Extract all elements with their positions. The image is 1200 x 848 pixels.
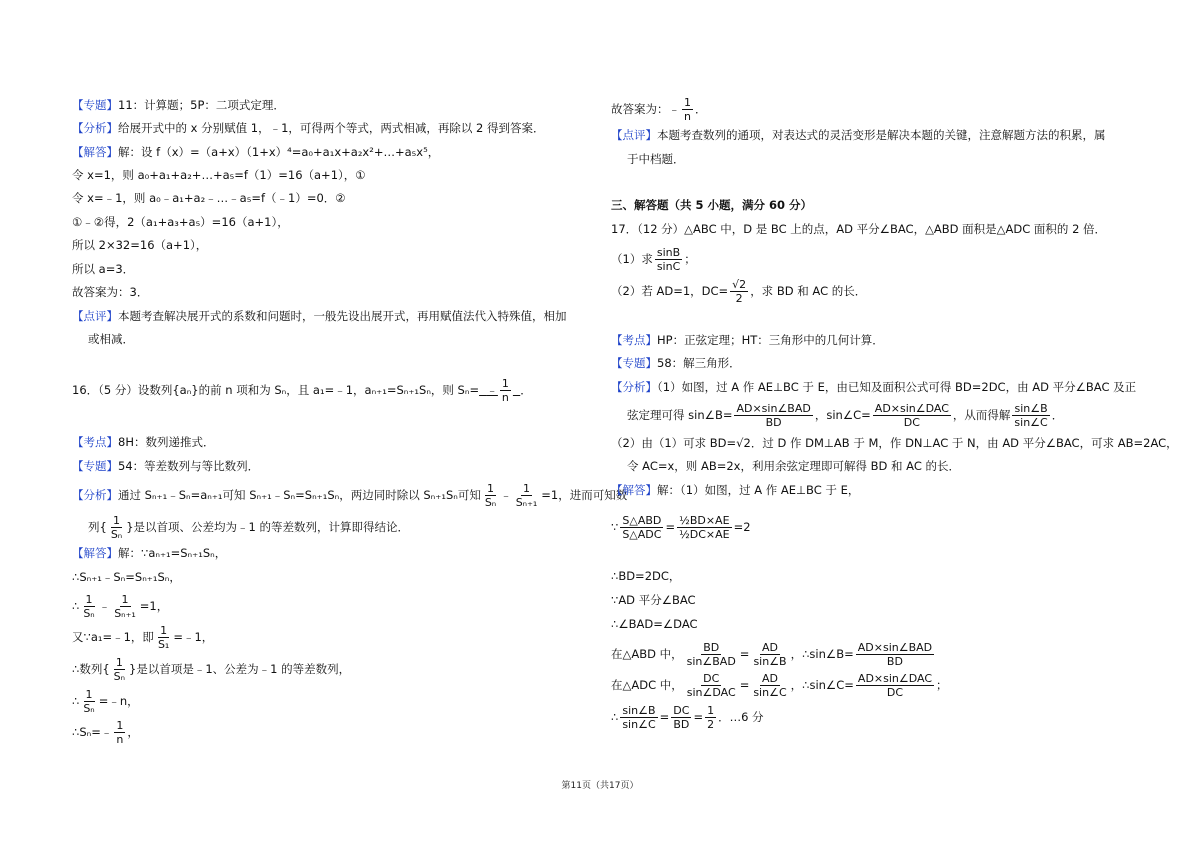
q17-step-4: ∴∠BAD=∠DAC	[611, 617, 698, 631]
q17-analysis-part-2: （2）由（1）可求 BD=√2．过 D 作 DM⊥AB 于 M，作 DN⊥AC 于 N，由 AD 平分∠BAC，可求 AB=2AC，	[611, 436, 1178, 450]
page-footer: 第11页（共17页）	[561, 781, 639, 791]
left-step-4: 所以 2×32=16（a+1），	[72, 238, 208, 252]
fraction: $\frac{\text{AD×sin∠DAC}}{DC}$	[874, 402, 949, 429]
right-comment-cont: 于中档题．	[627, 152, 685, 166]
q17-analysis-cont: 弦定理可得 sin∠B= $\frac{\text{AD×sin∠BAD}}{BD}$ ，sin∠C= $\frac{\text{AD×sin∠DAC}}{DC}$ ，从而得解 $\frac{\sin\angle B}{\sin\angle C}$ ．	[627, 402, 1064, 429]
fraction: $\frac{\text{AD×sin∠DAC}}{DC}$	[857, 672, 933, 699]
q16-step-2: ∴ $\frac{1}{\text{Sₙ}}$ ﹣ $\frac{1}{\text{Sₙ₊₁}}$ =1，	[72, 593, 169, 620]
q16-step-4: ∴数列{ $\frac{1}{\text{Sₙ}}$ }是以首项是﹣1、公差为﹣1 的等差数列，	[72, 656, 351, 683]
question-17-part-2: （2）若 AD=1，DC= $\frac{√2}{2}$ ，求 BD 和 AC 的长．	[611, 278, 867, 305]
q16-solution: 【解答】解：∵aₙ₊₁=Sₙ₊₁Sₙ，	[72, 546, 227, 560]
left-solution: 【解答】解：设 f（x）=（a+x）（1+x）⁴=a₀+a₁x+a₂x²+…+a₅x⁵，	[72, 145, 440, 159]
fraction: $\frac{1}{\text{Sₙ₊₁}}$	[114, 593, 136, 620]
q17-step-3: ∵AD 平分∠BAC	[611, 593, 696, 607]
fraction: $\frac{1}{\text{Sₙ}}$	[113, 656, 126, 683]
fraction: $\frac{DC}{BD}$	[673, 704, 690, 731]
q17-analysis-part-2-cont: 令 AC=x，则 AB=2x，利用余弦定理即可解得 BD 和 AC 的长．	[627, 459, 961, 473]
left-comment-cont: 或相减．	[88, 332, 134, 346]
section-title: 三、解答题（共 5 小题，满分 60 分）	[611, 198, 813, 212]
fraction: $\frac{1}{\text{Sₙ₊₁}}$	[515, 482, 538, 509]
q17-topic: 【专题】58：解三角形．	[611, 356, 741, 370]
q16-topic-point: 【考点】8H：数列递推式．	[72, 435, 215, 449]
fraction: $\frac{1}{n}$	[116, 719, 124, 746]
q17-step-6: 在△ADC 中， $\frac{DC}{\text{sin∠DAC}}$ = $\frac{AD}{\sin\angle C}$ ，∴sin∠C= $\frac{\text{AD×sin∠DAC}}{DC}$ ；	[611, 672, 948, 699]
fraction: $\frac{AD}{\sin\angle C}$	[753, 672, 787, 699]
right-comment: 【点评】本题考查数列的通项，对表达式的灵活变形是解决本题的关键，注意解题方法的积累，属	[611, 128, 1106, 142]
left-step-2: 令 x=﹣1，则 a₀﹣a₁+a₂﹣…﹣a₅=f（﹣1）=0．②	[72, 191, 346, 205]
q17-analysis: 【分析】（1）如图，过 A 作 AE⊥BC 于 E，由已知及面积公式可得 BD=2DC，由 AD 平分∠BAC 及正	[611, 380, 1137, 394]
fraction: $\frac{\text{S△ABD}}{\text{S△ADC}}$	[622, 514, 662, 541]
q16-step-6: ∴Sₙ=﹣ $\frac{1}{n}$ ，	[72, 719, 139, 746]
question-17-part-1: （1）求 $\frac{\sin B}{\sin C}$ ；	[611, 246, 696, 273]
answer-blank: ﹣ $\frac{1}{n}$	[486, 377, 509, 404]
left-comment: 【点评】本题考查解决展开式的系数和问题时，一般先设出展开式，再用赋值法代入特殊值，相加	[72, 309, 567, 323]
fraction: $\frac{1}{2}$	[707, 704, 715, 731]
q17-solution: 【解答】解：（1）如图，过 A 作 AE⊥BC 于 E，	[611, 483, 860, 497]
left-analysis: 【分析】给展开式中的 x 分别赋值 1，﹣1，可得两个等式，两式相减，再除以 2 得到答案．	[72, 121, 545, 135]
q17-step-7: ∴ $\frac{\sin\angle B}{\sin\angle C}$ = $\frac{DC}{BD}$ = $\frac{1}{2}$ ．…6 分	[611, 704, 764, 731]
left-answer: 故答案为：3．	[72, 285, 149, 299]
fraction: $\frac{\sin\angle B}{\sin\angle C}$	[1014, 402, 1048, 429]
fraction: $\frac{1}{n}$	[684, 96, 691, 123]
fraction: $\frac{1}{\text{S₁}}$	[157, 624, 170, 651]
fraction: $\frac{1}{\text{Sₙ}}$	[484, 482, 497, 509]
q16-step-3: 又∵a₁=﹣1，即 $\frac{1}{\text{S₁}}$ =﹣1，	[72, 624, 214, 651]
right-answer: 故答案为：﹣ $\frac{1}{n}$ ．	[611, 96, 707, 123]
left-step-1: 令 x=1，则 a₀+a₁+a₂+…+a₅=f（1）=16（a+1），①	[72, 168, 366, 182]
q16-topic: 【专题】54：等差数列与等比数列．	[72, 459, 260, 473]
fraction: $\frac{\text{AD×sin∠BAD}}{BD}$	[857, 641, 933, 668]
q17-topic-point: 【考点】HP：正弦定理；HT：三角形中的几何计算．	[611, 333, 884, 347]
q16-step-5: ∴ $\frac{1}{\text{Sₙ}}$ =﹣n，	[72, 688, 139, 715]
fraction: $\frac{\sin B}{\sin C}$	[656, 246, 681, 273]
q17-step-2: ∴BD=2DC，	[611, 569, 681, 583]
fraction: $\frac{DC}{\text{sin∠DAC}}$	[686, 672, 736, 699]
left-topic: 【专题】11：计算题；5P：二项式定理．	[72, 98, 285, 112]
q16-analysis: 【分析】通过 Sₙ₊₁﹣Sₙ=aₙ₊₁可知 Sₙ₊₁﹣Sₙ=Sₙ₊₁Sₙ，两边同时除以 Sₙ₊₁Sₙ可知 $\frac{1}{\text{Sₙ}}$ ﹣ $\frac{1}{\text{Sₙ₊₁}}$ =1，进而可知数	[72, 482, 628, 509]
fraction: $\frac{1}{n}$	[501, 377, 509, 404]
q16-analysis-cont: 列{ $\frac{1}{\text{Sₙ}}$ }是以首项、公差均为﹣1 的等差数列，计算即得结论．	[88, 514, 409, 541]
fraction: $\frac{1}{\text{Sₙ}}$	[83, 593, 95, 620]
q17-step-area-ratio: ∵ $\frac{\text{S△ABD}}{\text{S△ADC}}$ = $\frac{\text{½BD×AE}}{\text{½DC×AE}}$ =2	[611, 514, 751, 541]
q16-step-1: ∴Sₙ₊₁﹣Sₙ=Sₙ₊₁Sₙ，	[72, 570, 181, 584]
fraction: $\frac{\sin\angle B}{\sin\angle C}$	[622, 704, 656, 731]
fraction: $\frac{1}{\text{Sₙ}}$	[110, 514, 123, 541]
fraction: $\frac{AD}{\sin\angle B}$	[753, 641, 787, 668]
fraction: $\frac{1}{\text{Sₙ}}$	[83, 688, 95, 715]
question-17: 17．（12 分）△ABC 中，D 是 BC 上的点，AD 平分∠BAC，△ABD 面积是△ADC 面积的 2 倍．	[611, 222, 1107, 236]
fraction: $\frac{BD}{\text{sin∠BAD}}$	[686, 641, 736, 668]
fraction: $\frac{\text{AD×sin∠BAD}}{BD}$	[736, 402, 811, 429]
fraction: $\frac{\text{½BD×AE}}{\text{½DC×AE}}$	[679, 514, 730, 541]
left-step-5: 所以 a=3．	[72, 262, 135, 276]
question-16: 16．（5 分）设数列{aₙ}的前 n 项和为 Sₙ，且 a₁=﹣1，aₙ₊₁=Sₙ₊₁Sₙ，则 Sₙ= ﹣ $\frac{1}{n}$ ．	[72, 377, 532, 404]
fraction: $\frac{√2}{2}$	[732, 278, 747, 305]
q17-step-5: 在△ABD 中， $\frac{BD}{\text{sin∠BAD}}$ = $\frac{AD}{\sin\angle B}$ ，∴sin∠B= $\frac{\text{AD×sin∠BAD}}{BD}$	[611, 641, 933, 668]
left-step-3: ①﹣②得，2（a₁+a₃+a₅）=16（a+1），	[72, 215, 289, 229]
